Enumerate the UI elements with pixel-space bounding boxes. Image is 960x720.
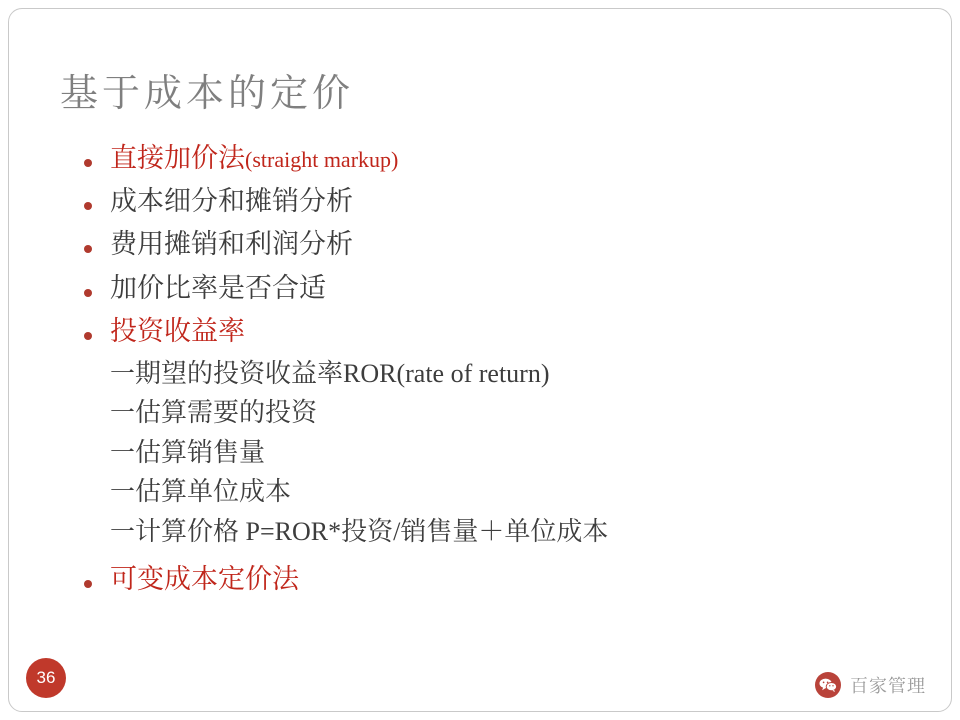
sub-list-item-label: 估算单位成本 bbox=[135, 477, 292, 507]
wechat-icon bbox=[815, 672, 841, 698]
bullet-dot-icon bbox=[84, 586, 110, 588]
sub-list-item-label: 计算价格 P=ROR*投资/销售量＋单位成本 bbox=[135, 516, 609, 546]
list-item bbox=[84, 183, 904, 219]
sub-list-item bbox=[84, 474, 904, 510]
sub-list-item bbox=[84, 514, 904, 550]
bullet-dot-icon bbox=[84, 295, 110, 297]
sub-list-item-label: 估算销售量 bbox=[135, 437, 266, 467]
list-item-label: 投资收益率 bbox=[110, 315, 245, 346]
list-item-label: 成本细分和摊销分析 bbox=[110, 186, 353, 217]
sub-list-item-label: 期望的投资收益率ROR(rate of return) bbox=[135, 358, 550, 388]
dash-marker: 一 bbox=[110, 518, 136, 546]
list-item bbox=[84, 270, 904, 306]
list-item-label: 直接加价法(straight markup) bbox=[110, 143, 399, 173]
watermark-label: 百家管理 bbox=[850, 676, 926, 696]
list-item bbox=[84, 226, 904, 262]
content-list bbox=[84, 140, 904, 605]
watermark bbox=[815, 672, 926, 698]
list-item-label: 费用摊销和利润分析 bbox=[110, 229, 353, 260]
bullet-dot-icon bbox=[84, 251, 110, 253]
list-item-label: 可变成本定价法 bbox=[110, 564, 299, 595]
dash-marker: 一 bbox=[110, 439, 136, 467]
bullet-dot-icon bbox=[84, 208, 110, 210]
bullet-dot-icon bbox=[84, 338, 110, 340]
page-number-badge: 36 bbox=[26, 658, 66, 698]
page-title: 基于成本的定价 bbox=[60, 73, 355, 115]
dash-marker: 一 bbox=[110, 360, 136, 388]
sub-list-item bbox=[84, 435, 904, 471]
bullet-dot-icon bbox=[84, 165, 110, 167]
sub-list-item bbox=[84, 356, 904, 392]
list-item bbox=[84, 561, 904, 597]
list-item bbox=[84, 313, 904, 349]
list-item-label: 加价比率是否合适 bbox=[110, 272, 326, 303]
sub-list-item-label: 估算需要的投资 bbox=[135, 398, 318, 428]
sub-list-item bbox=[84, 395, 904, 431]
list-item bbox=[84, 140, 904, 176]
dash-marker: 一 bbox=[110, 400, 136, 428]
dash-marker: 一 bbox=[110, 479, 136, 507]
